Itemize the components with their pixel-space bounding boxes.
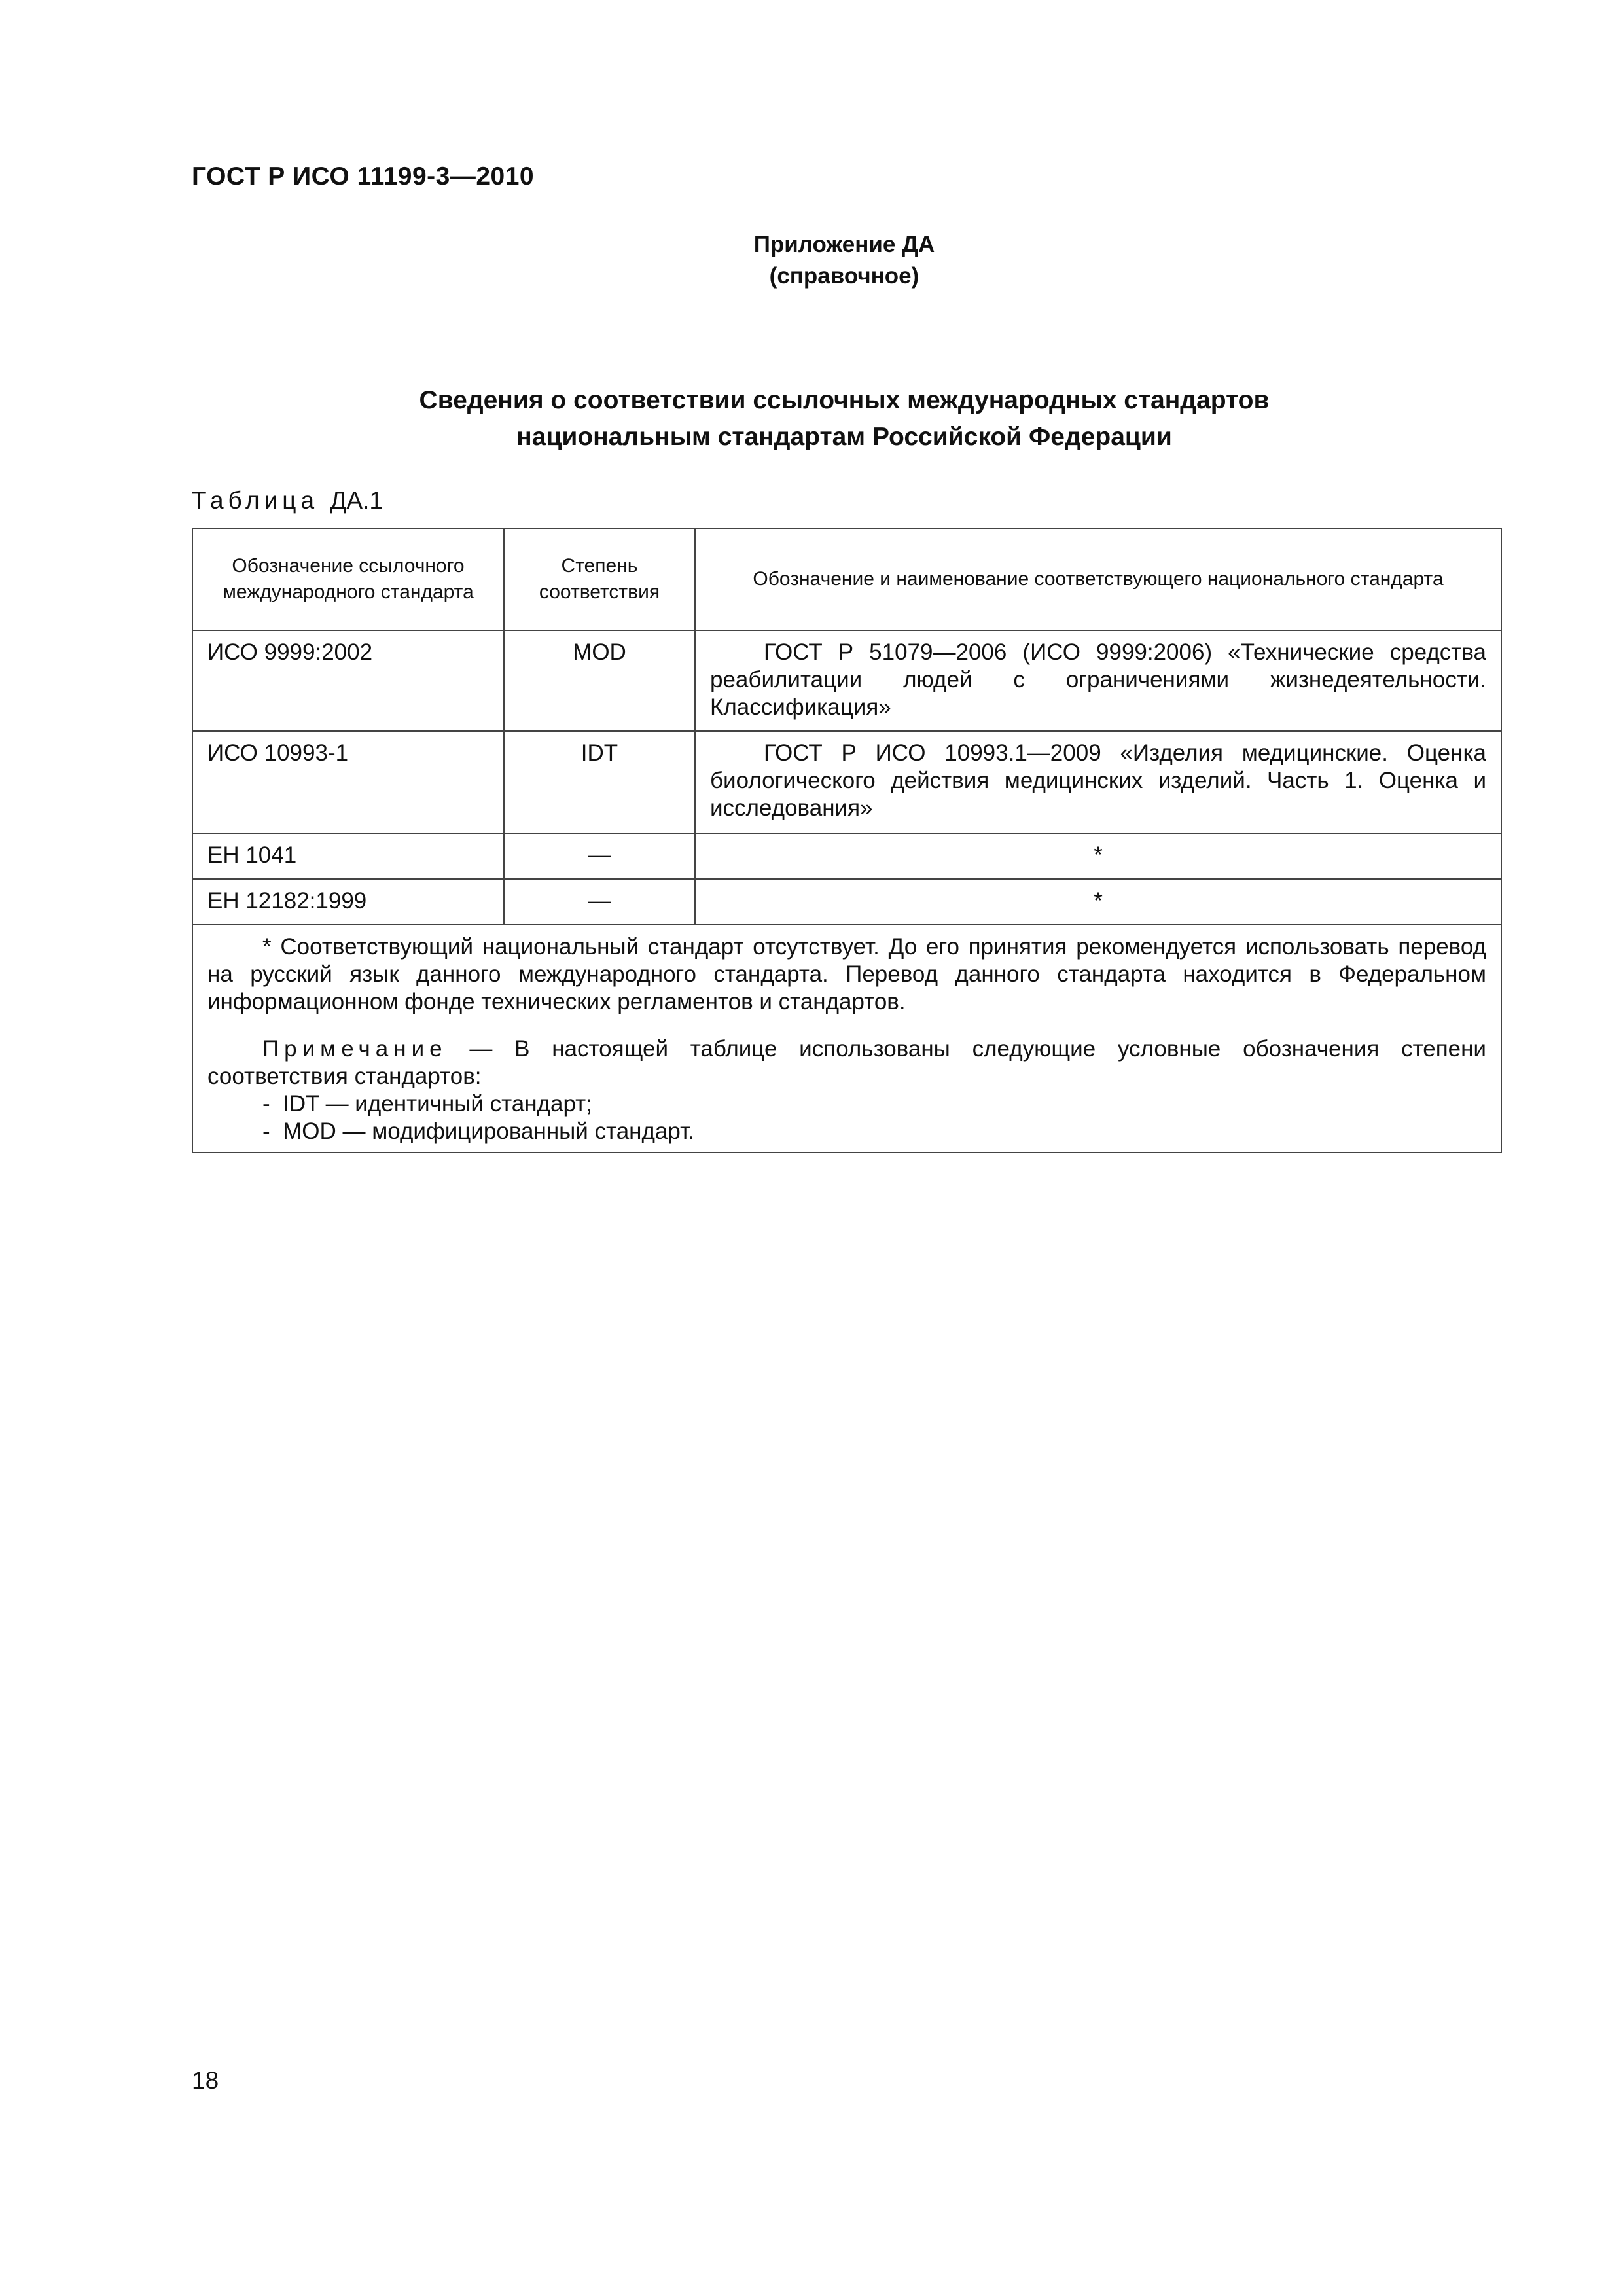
table-caption-number: ДА.1 [330,487,383,514]
cell-national: * [695,879,1501,925]
cell-degree: — [504,833,695,879]
note-label: Примечание [262,1036,448,1062]
cell-reference: ИСО 9999:2002 [192,630,504,731]
cell-degree: — [504,879,695,925]
cell-reference: ЕН 12182:1999 [192,879,504,925]
cell-reference: ЕН 1041 [192,833,504,879]
table-caption [192,487,383,514]
table-row [192,879,1501,925]
table-caption-word: Таблица [192,487,319,514]
cell-national-text: ГОСТ Р ИСО 10993.1—2009 «Изделия медицинские. Оценка биологического действия медицинских изделий. Часть 1. Оценка и исследования» [710,740,1486,821]
cell-national-text: ГОСТ Р 51079—2006 (ИСО 9999:2006) «Технические средства реабилитации людей с ограничениями жизнедеятельности. Классификация» [710,639,1486,720]
cell-national [695,731,1501,833]
table-row [192,731,1501,833]
title-line-1: Сведения о соответствии ссылочных международных стандартов [419,386,1270,414]
table-footer-row [192,925,1501,1153]
annex-main-title [262,382,1427,456]
header-degree: Степень соответствия [504,528,695,630]
footnote: * Соответствующий национальный стандарт отсутствует. До его принятия рекомендуется использовать перевод на русский язык данного международного стандарта. Перевод данного стандарта находится в Федеральном информационном фонде технических регламентов и стандартов. [207,934,1486,1014]
cell-national: * [695,833,1501,879]
note-list-item: - MOD — модифицированный стандарт. [262,1118,1486,1145]
cell-degree: MOD [504,630,695,731]
table-header-row [192,528,1501,630]
annex-heading [654,229,1034,292]
cell-reference: ИСО 10993-1 [192,731,504,833]
page-number: 18 [192,2067,219,2094]
annex-type: (справочное) [769,263,919,289]
note-text: — В настоящей таблице использованы следующие условные обозначения степени соответствия стандартов: [207,1036,1486,1089]
header-reference-standard: Обозначение ссылочного международного стандарта [192,528,504,630]
cell-degree: IDT [504,731,695,833]
table-footer [192,925,1501,1153]
note-list [207,1090,1486,1145]
title-line-2: национальным стандартам Российской Федерации [516,423,1172,451]
document-code: ГОСТ Р ИСО 11199-3—2010 [192,162,535,190]
header-national-standard: Обозначение и наименование соответствующего национального стандарта [695,528,1501,630]
correspondence-table [192,528,1502,1153]
annex-title: Приложение ДА [753,232,935,257]
table-row [192,630,1501,731]
table-row [192,833,1501,879]
cell-national [695,630,1501,731]
note [207,1035,1486,1090]
note-list-item: - IDT — идентичный стандарт; [262,1090,1486,1118]
